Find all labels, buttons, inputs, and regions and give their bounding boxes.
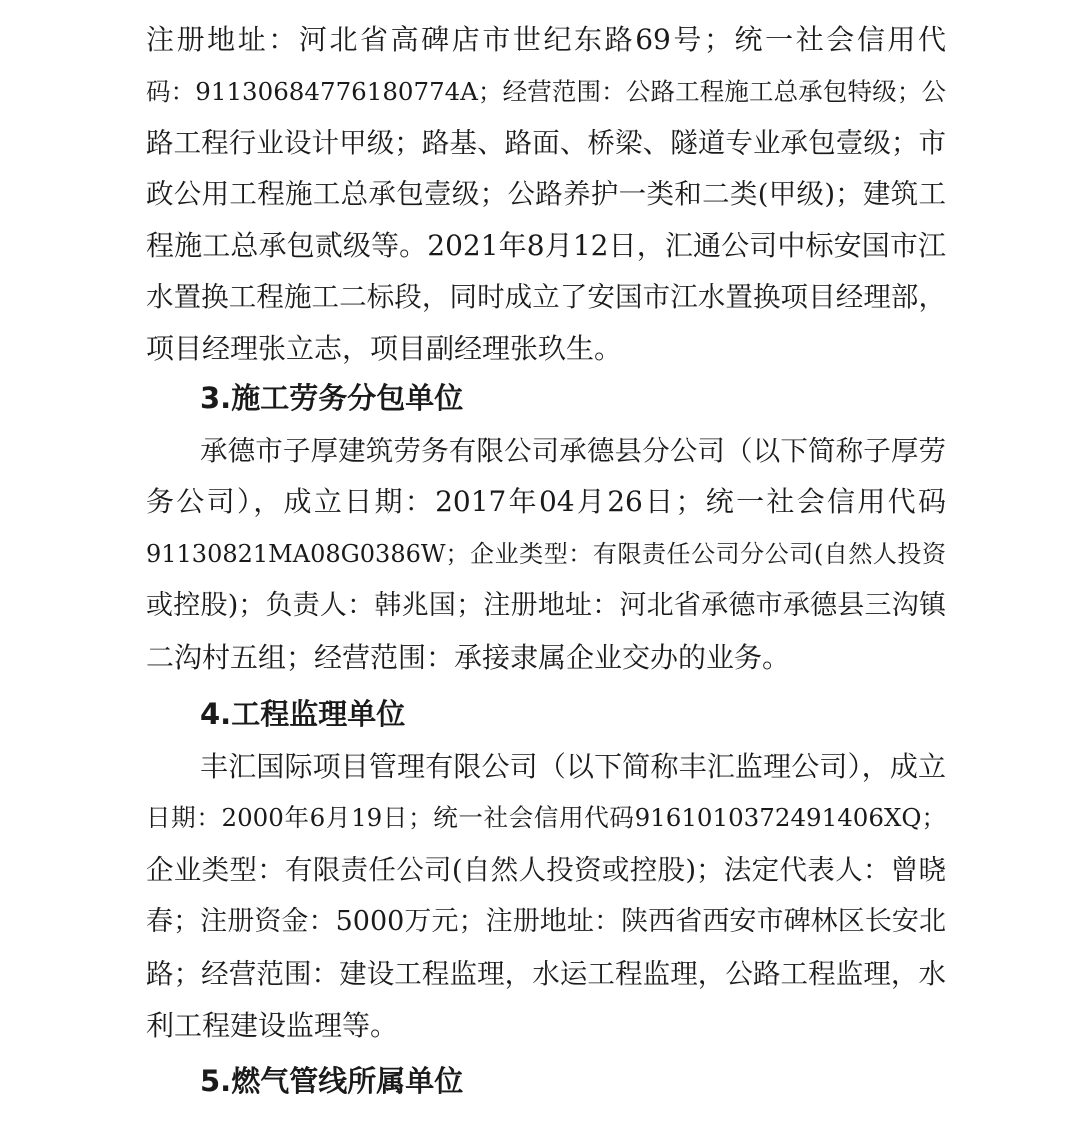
section-heading-gas-pipeline-owner: 5.燃气管线所属单位 <box>200 1064 464 1098</box>
paragraph-line: 务公司），成立日期：2017年04月26日；统一社会信用代码 <box>146 485 946 518</box>
section-heading-labor-subcontractor: 3.施工劳务分包单位 <box>200 381 464 415</box>
paragraph-line: 春；注册资金：5000万元；注册地址：陕西省西安市碑林区长安北 <box>146 906 946 937</box>
paragraph-line: 政公用工程施工总承包壹级；公路养护一类和二类(甲级)；建筑工 <box>146 178 946 210</box>
paragraph-line: 企业类型：有限责任公司(自然人投资或控股)；法定代表人：曾晓 <box>146 854 946 886</box>
paragraph-line: 水置换工程施工二标段，同时成立了安国市江水置换项目经理部， <box>146 281 946 313</box>
section-heading-supervision-unit: 4.工程监理单位 <box>200 697 406 731</box>
paragraph-line: 程施工总承包贰级等。2021年8月12日，汇通公司中标安国市江 <box>146 229 946 262</box>
paragraph-line: 项目经理张立志，项目副经理张玖生。 <box>146 332 623 365</box>
paragraph-line: 二沟村五组；经营范围：承接隶属企业交办的业务。 <box>146 641 791 674</box>
paragraph-line: 日期：2000年6月19日；统一社会信用代码9161010372491406XQ； <box>146 803 946 832</box>
paragraph-line: 路工程行业设计甲级；路基、路面、桥梁、隧道专业承包壹级；市 <box>146 127 946 159</box>
paragraph-line: 或控股)；负责人：韩兆国；注册地址：河北省承德市承德县三沟镇 <box>146 590 946 621</box>
paragraph-line: 利工程建设监理等。 <box>146 1009 399 1042</box>
paragraph-line: 码：91130684776180774A；经营范围：公路工程施工总承包特级；公 <box>146 77 946 106</box>
paragraph-line: 丰汇国际项目管理有限公司（以下简称丰汇监理公司），成立 <box>200 750 946 783</box>
paragraph-line: 承德市子厚建筑劳务有限公司承德县分公司（以下简称子厚劳 <box>200 435 946 467</box>
paragraph-line: 91130821MA08G0386W；企业类型：有限责任公司分公司(自然人投资 <box>146 540 946 568</box>
paragraph-line: 路；经营范围：建设工程监理，水运工程监理，公路工程监理，水 <box>146 958 946 990</box>
paragraph-line: 注册地址：河北省高碑店市世纪东路69号；统一社会信用代 <box>146 23 946 56</box>
